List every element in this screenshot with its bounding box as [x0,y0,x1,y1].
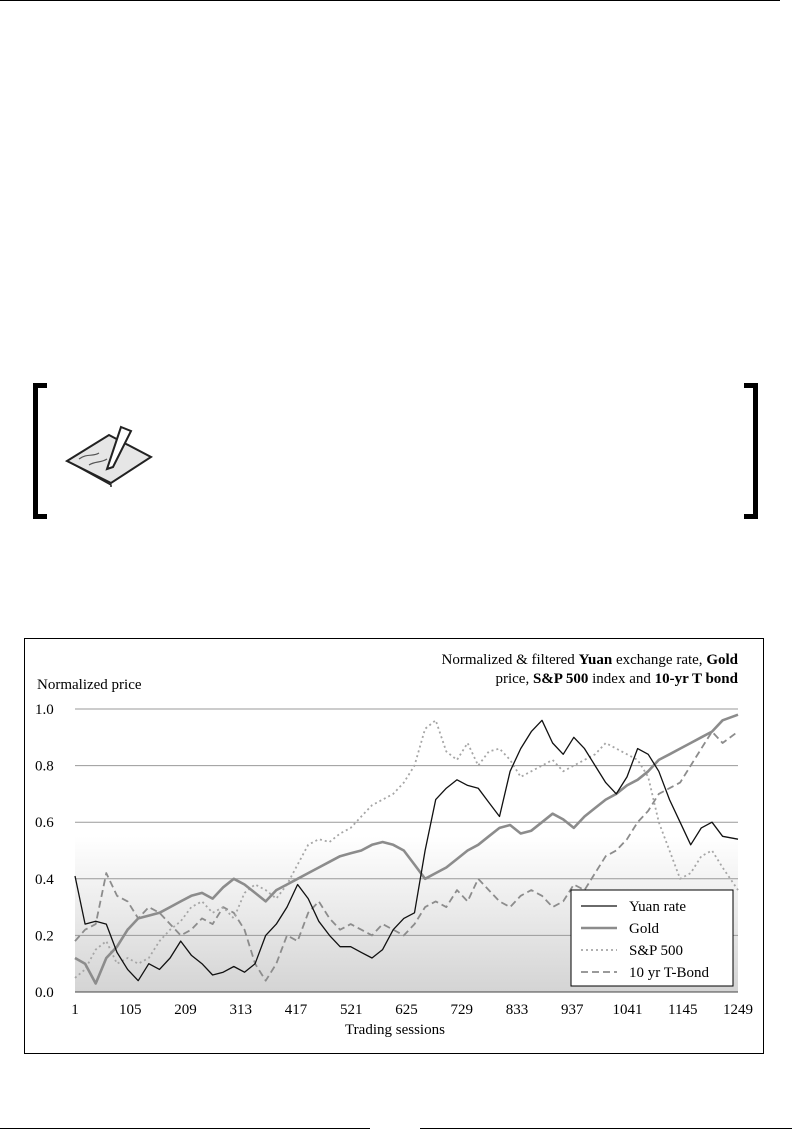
chart-title-run: S&P 500 [532,671,589,687]
y-tick-label: 0.2 [35,928,54,945]
note-box [33,383,758,519]
right-bracket [744,383,758,519]
chart-title-run: Yuan [578,652,613,668]
y-tick-labels [35,702,54,1001]
line-chart [25,639,765,1055]
legend-label: S&P 500 [629,943,684,959]
x-tick-label: 209 [174,1002,197,1018]
notes-icon [59,423,159,487]
y-axis-label: Normalized price [37,677,142,693]
legend [571,890,733,986]
x-tick-label: 1249 [723,1002,753,1018]
legend-label: Yuan rate [629,899,687,915]
chart-title [442,651,738,689]
y-tick-label: 0.8 [35,758,54,775]
x-tick-label: 937 [561,1002,584,1018]
y-tick-label: 0.4 [35,871,54,888]
chart-title-line-2 [442,670,738,689]
legend-label: Gold [629,921,659,937]
y-tick-label: 1.0 [35,702,54,718]
x-axis-label: Trading sessions [345,1022,445,1038]
x-tick-label: 833 [505,1002,529,1018]
footer-rule-right [420,1128,792,1129]
x-tick-label: 1145 [668,1002,698,1018]
chart-title-run: Gold [706,652,738,668]
y-tick-label: 0.6 [35,815,54,832]
chart-title-run: 10-yr T bond [654,671,738,687]
x-tick-label: 1 [71,1002,79,1018]
legend-label: 10 yr T-Bond [629,965,710,981]
x-tick-labels [71,1002,753,1018]
chart-title-line-1 [442,651,738,670]
x-tick-label: 521 [340,1002,363,1018]
chart-title-run: Normalized & filtered [441,652,579,668]
x-tick-label: 1041 [612,1002,643,1018]
y-tick-label: 0.0 [35,985,54,1001]
left-bracket [33,383,47,519]
chart-frame [24,638,764,1054]
footer-rule-left [0,1128,370,1129]
top-rule [0,0,780,1]
x-tick-label: 313 [229,1002,252,1018]
x-tick-label: 417 [284,1002,308,1018]
chart-title-run: index and [588,671,655,687]
x-tick-label: 625 [395,1002,418,1018]
chart-title-run: exchange rate, [612,652,707,668]
x-tick-label: 729 [450,1002,473,1018]
chart-title-run: price, [495,671,533,687]
x-tick-label: 105 [119,1002,142,1018]
